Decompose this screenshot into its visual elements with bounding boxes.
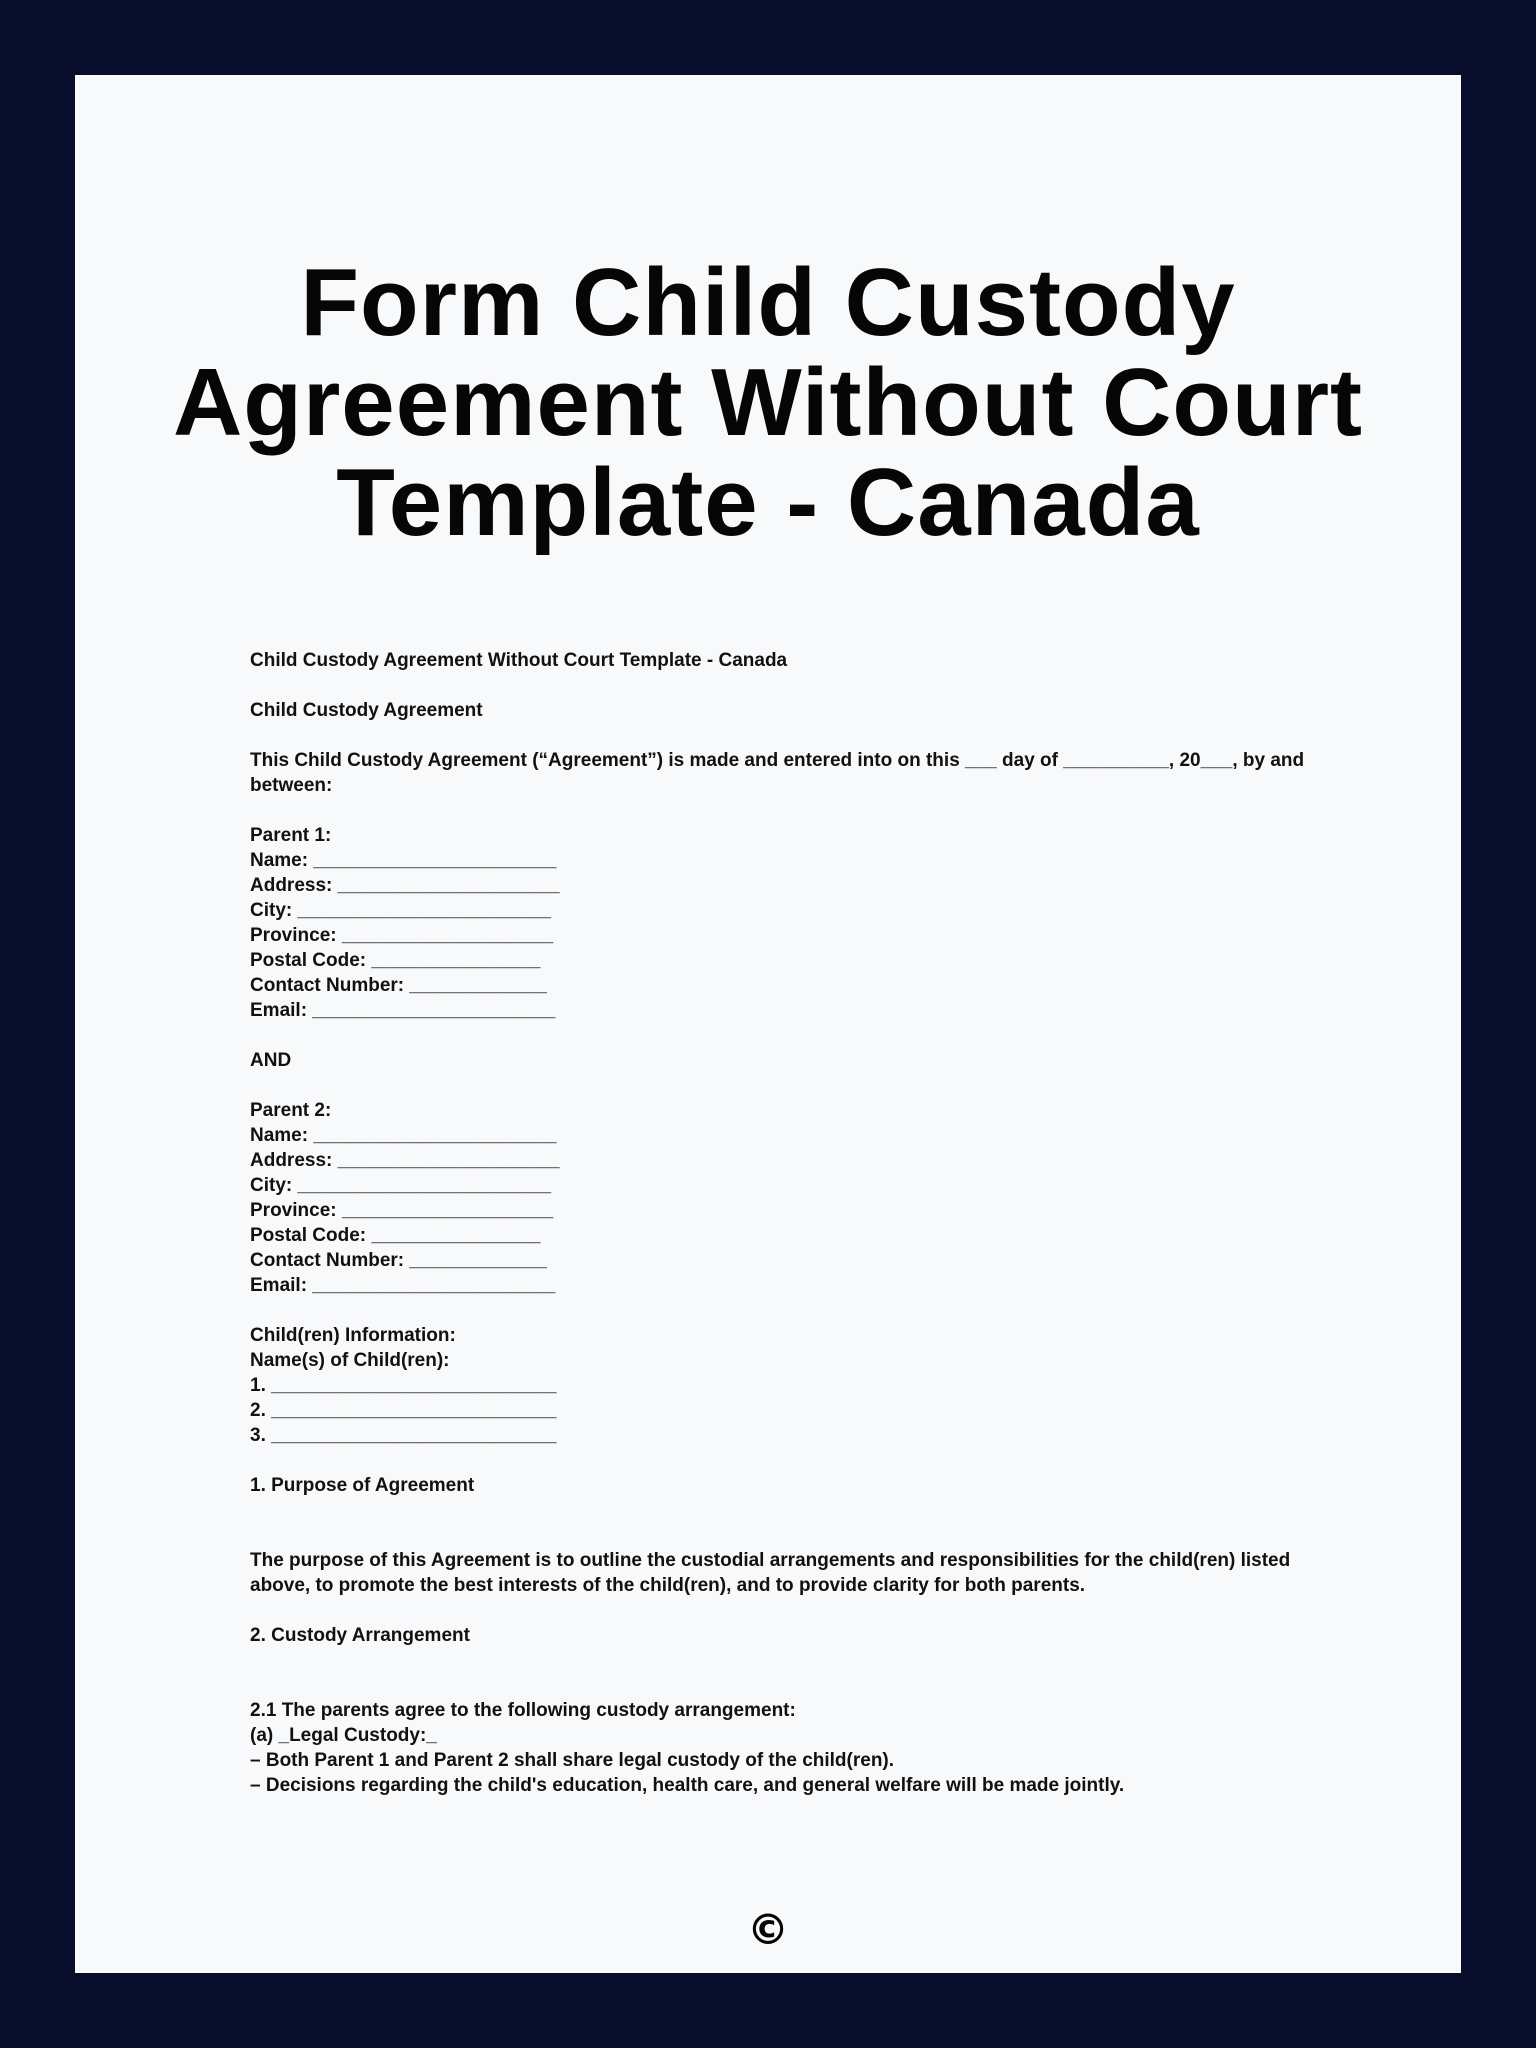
child-3-field: 3. ___________________________ — [250, 1425, 557, 1446]
section-2-heading: 2. Custody Arrangement — [250, 1625, 470, 1646]
parent-2-postal-field: Postal Code: ________________ — [250, 1225, 541, 1246]
parent-1-email-field: Email: _______________________ — [250, 1000, 556, 1021]
parent-1-address-field: Address: _____________________ — [250, 875, 560, 896]
section-2-intro: 2.1 The parents agree to the following custody arrangement: — [250, 1700, 796, 1721]
parent-2-contact-field: Contact Number: _____________ — [250, 1250, 547, 1271]
section-2-bullet-1: – Both Parent 1 and Parent 2 shall share legal custody of the child(ren). — [250, 1750, 895, 1771]
parent-1-contact-field: Contact Number: _____________ — [250, 975, 547, 996]
section-1-heading: 1. Purpose of Agreement — [250, 1475, 475, 1496]
children-names-label: Name(s) of Child(ren): — [250, 1350, 450, 1371]
parent-1-block — [250, 823, 1330, 1023]
title-line-3: Template - Canada — [336, 449, 1200, 556]
title-line-2: Agreement Without Court — [172, 349, 1364, 456]
parent-2-city-field: City: ________________________ — [250, 1175, 552, 1196]
child-2-field: 2. ___________________________ — [250, 1400, 557, 1421]
parent-1-label: Parent 1: — [250, 825, 332, 846]
children-label: Child(ren) Information: — [250, 1325, 456, 1346]
parent-2-address-field: Address: _____________________ — [250, 1150, 560, 1171]
copyright-icon: © — [747, 1905, 789, 1954]
section-2-bullet-2: – Decisions regarding the child's education, health care, and general welfare will be made jointly. — [250, 1775, 1125, 1796]
parent-2-province-field: Province: ____________________ — [250, 1200, 554, 1221]
and-separator: AND — [250, 1050, 292, 1071]
parent-2-block — [250, 1098, 1330, 1298]
page-title — [75, 249, 1461, 556]
parent-1-city-field: City: ________________________ — [250, 900, 552, 921]
document-page — [75, 75, 1461, 1973]
section-1-paragraph: The purpose of this Agreement is to outline the custodial arrangements and responsibilities for the child(ren) listed above, to promote the best interests of the child(ren), and to provide clarity for both parents. — [250, 1550, 1291, 1596]
children-block — [250, 1323, 1330, 1448]
parent-2-email-field: Email: _______________________ — [250, 1275, 556, 1296]
parent-2-name-field: Name: _______________________ — [250, 1125, 557, 1146]
document-subheading: Child Custody Agreement — [250, 700, 483, 721]
section-2-item-a: (a) _Legal Custody:_ — [250, 1725, 437, 1746]
parent-2-label: Parent 2: — [250, 1100, 332, 1121]
child-1-field: 1. ___________________________ — [250, 1375, 557, 1396]
parent-1-postal-field: Postal Code: ________________ — [250, 950, 541, 971]
parent-1-name-field: Name: _______________________ — [250, 850, 557, 871]
document-body — [250, 648, 1330, 1798]
intro-paragraph: This Child Custody Agreement (“Agreement”) is made and entered into on this ___ day of __________, 20___, by and between: — [250, 750, 1305, 796]
title-line-1: Form Child Custody — [300, 249, 1236, 356]
parent-1-province-field: Province: ____________________ — [250, 925, 554, 946]
document-heading: Child Custody Agreement Without Court Template - Canada — [250, 650, 788, 671]
